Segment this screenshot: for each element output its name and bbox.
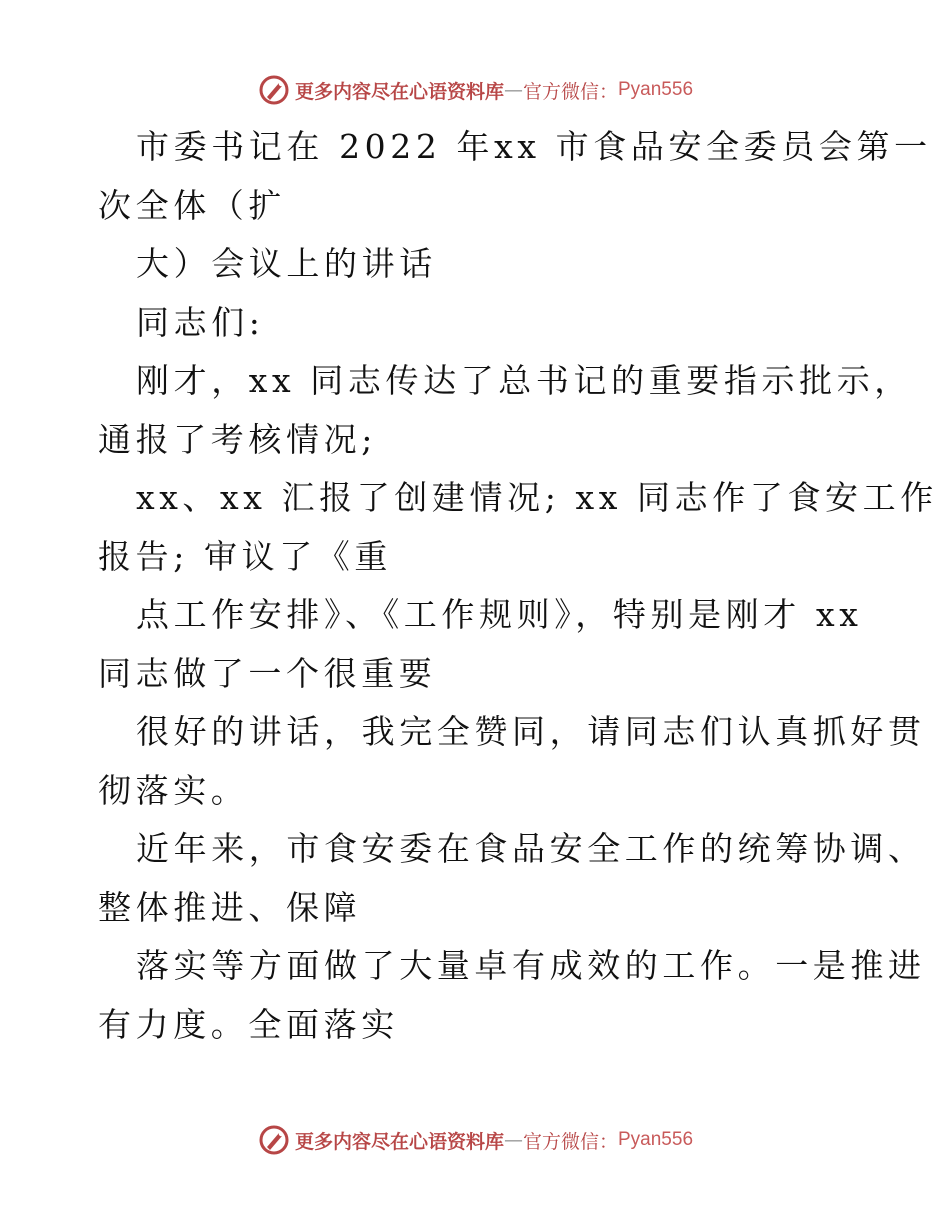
paragraph-line: 落实等方面做了大量卓有成效的工作。一是推进 xyxy=(136,946,926,985)
title-line-2: 次全体（扩 xyxy=(98,185,286,225)
watermark-contact-label: 官方微信： xyxy=(522,1130,618,1153)
salutation: 同志们: xyxy=(136,302,265,342)
paragraph-line: 点工作安排》、《工作规则》，特别是刚才 xx xyxy=(136,595,863,634)
header-watermark xyxy=(0,70,950,110)
title-line-1: 市委书记在 2022 年xx 市食品安全委员会第一 xyxy=(136,127,932,166)
watermark-wechat-id: Pyan556 xyxy=(618,1129,694,1150)
watermark-contact-label: 官方微信： xyxy=(522,80,618,103)
paragraph-line: 彻落实。 xyxy=(98,770,249,810)
watermark-text: 更多内容尽在心语资料库 xyxy=(294,80,504,103)
paragraph-line: 刚才，xx 同志传达了总书记的重要指示批示， xyxy=(136,361,912,400)
footer-watermark xyxy=(0,1120,950,1160)
paragraph-line: 近年来，市食安委在食品安全工作的统筹协调、 xyxy=(136,829,926,868)
paragraph-line: 很好的讲话，我完全赞同，请同志们认真抓好贯 xyxy=(136,712,926,751)
pen-nib-logo-icon xyxy=(257,73,291,107)
pen-nib-logo-icon xyxy=(257,1123,291,1157)
watermark-text: 更多内容尽在心语资料库 xyxy=(294,1130,504,1153)
paragraph-line: 同志做了一个很重要 xyxy=(98,653,437,693)
watermark-dash: — xyxy=(503,79,523,101)
paragraph-line: 整体推进、保障 xyxy=(98,887,362,927)
watermark-wechat-id: Pyan556 xyxy=(618,79,694,100)
document-body xyxy=(98,118,938,1054)
paragraph-line: 通报了考核情况; xyxy=(98,419,377,459)
paragraph-line: 有力度。全面落实 xyxy=(98,1004,399,1044)
watermark-dash: — xyxy=(503,1129,523,1151)
paragraph-line: xx、xx 汇报了创建情况; xx 同志作了食安工作 xyxy=(136,478,938,517)
paragraph-line: 报告; 审议了《重 xyxy=(98,536,393,576)
title-line-3: 大）会议上的讲话 xyxy=(136,244,437,283)
